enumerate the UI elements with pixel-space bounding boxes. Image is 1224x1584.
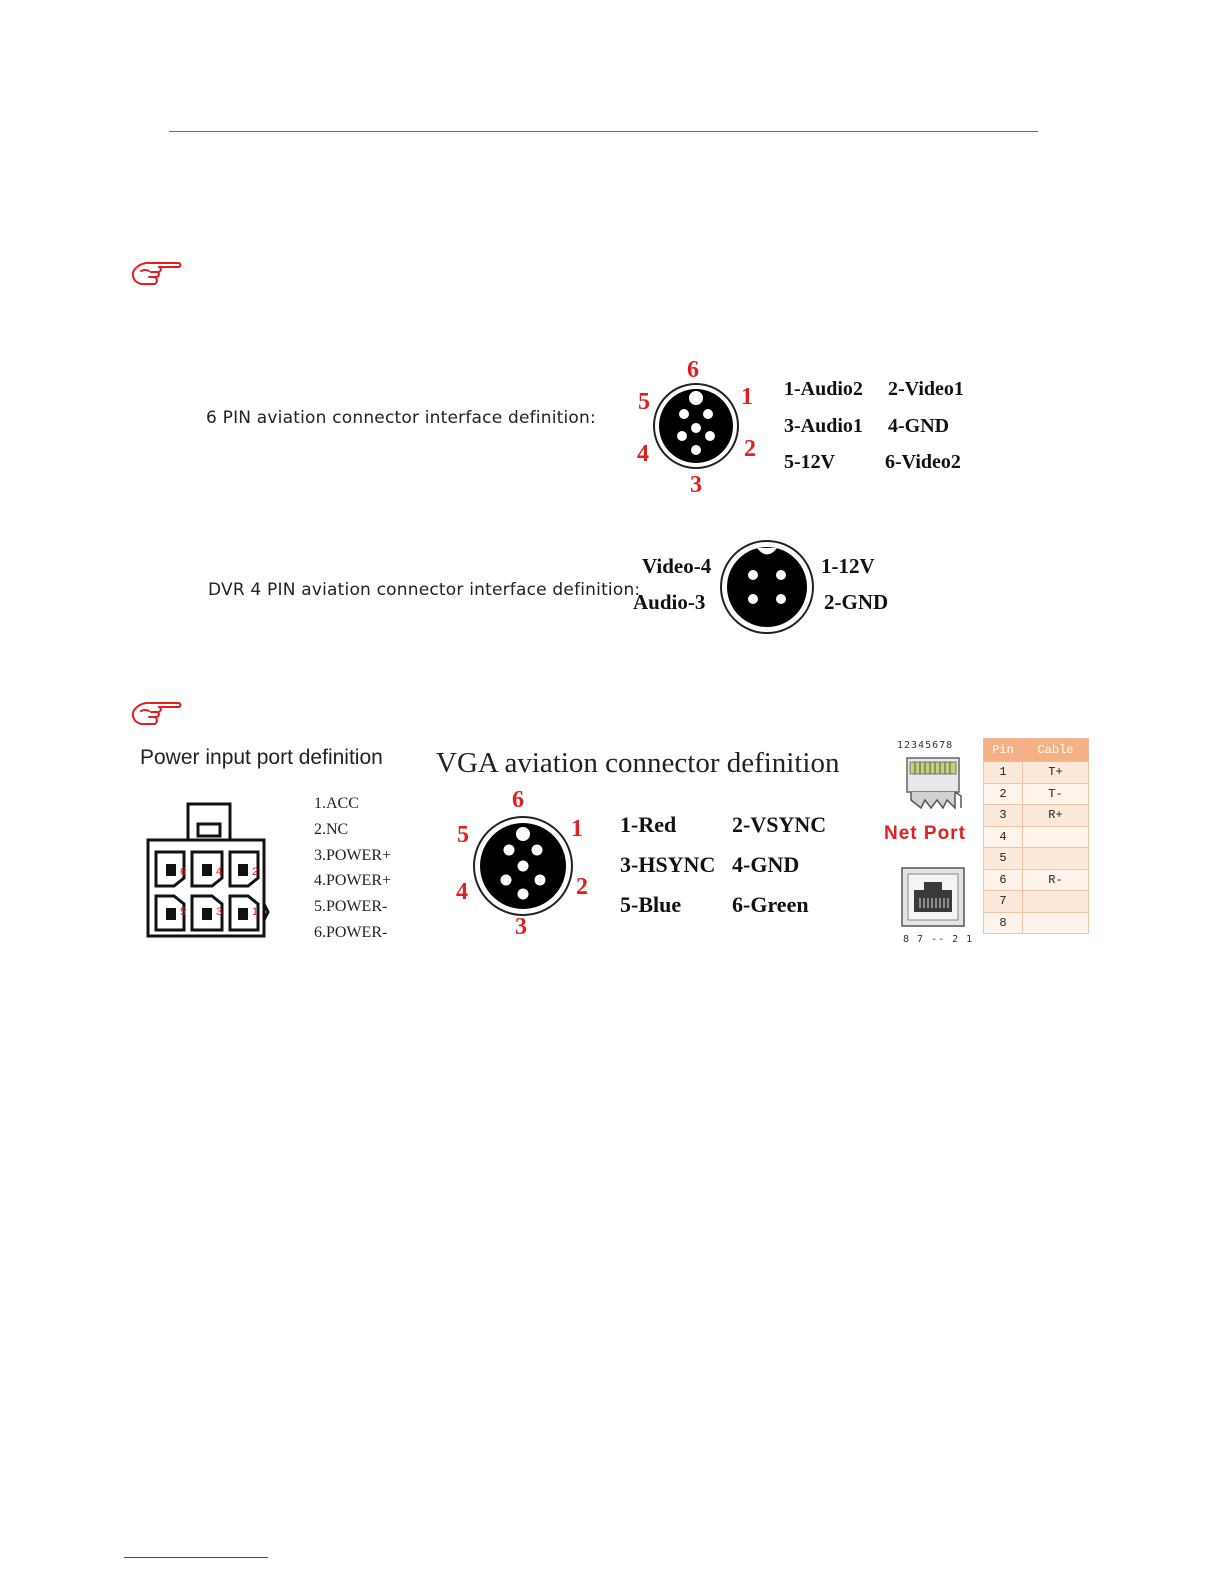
power-pin-item: 3.POWER+ [314,846,392,864]
table-cell-pin: 3 [984,805,1023,827]
vga-definition: 5-Blue [620,892,682,917]
rj45-socket-icon [900,866,966,930]
table-cell-pin: 2 [984,783,1023,805]
vga-pin-number: 2 [576,874,588,900]
table-row [984,805,1089,827]
vga-pin-number: 5 [457,822,469,848]
table-row [984,912,1089,934]
power-pin-label: 4 [216,866,223,878]
vga-definition: 4-GND [732,852,800,877]
power-pin-label: 5 [180,906,187,918]
table-header-cable: Cable [1023,739,1089,762]
table-cell-cable [1023,826,1089,848]
four-pin-left-label: Video-4 [642,554,712,578]
six-pin-definition: 3-Audio1 [784,415,863,437]
power-pin-label: 2 [252,866,259,878]
four-pin-connector-diagram [717,537,817,637]
table-row [984,783,1089,805]
power-pin-item: 1.ACC [314,795,359,812]
table-cell-pin: 6 [984,869,1023,891]
table-cell-cable [1023,891,1089,913]
net-port-label: Net Port [884,823,966,844]
table-cell-pin: 7 [984,891,1023,913]
pointing-hand-icon [129,697,183,727]
power-pin-item: 6.POWER- [314,923,388,941]
power-pin-label: 3 [216,906,223,918]
vga-pin-number: 3 [515,914,527,940]
table-cell-cable: T+ [1023,762,1089,784]
table-cell-pin: 4 [984,826,1023,848]
table-cell-cable: T- [1023,783,1089,805]
table-row [984,848,1089,870]
rj45-plug-icon [903,756,963,818]
six-pin-definition: 4-GND [888,415,950,437]
six-pin-number: 6 [687,357,699,383]
header-rule [169,131,1038,132]
six-pin-number: 1 [741,384,753,410]
vga-connector-diagram [463,808,583,928]
power-pin-item: 5.POWER- [314,898,388,916]
vga-definition: 6-Green [732,892,809,917]
vga-pin-number: 1 [571,816,583,842]
six-pin-definition: 6-Video2 [885,451,961,473]
six-pin-number: 3 [690,472,702,498]
table-cell-pin: 5 [984,848,1023,870]
power-pin-label: 6 [180,866,187,878]
table-cell-pin: 8 [984,912,1023,934]
four-pin-caption: DVR 4 PIN aviation connector interface definition: [208,580,641,600]
table-cell-cable [1023,912,1089,934]
power-pin-item: 4.POWER+ [314,872,392,890]
six-pin-number: 5 [638,389,650,415]
vga-definition: 2-VSYNC [732,812,827,837]
four-pin-right-label: 2-GND [824,590,889,614]
vga-title: VGA aviation connector definition [436,747,840,779]
four-pin-right-label: 1-12V [821,554,875,578]
power-pin-item: 2.NC [314,820,349,838]
six-pin-number: 2 [744,436,756,462]
table-cell-cable: R- [1023,869,1089,891]
table-cell-cable: R+ [1023,805,1089,827]
table-header-row [984,739,1089,762]
power-pin-list [314,791,391,946]
six-pin-number: 4 [637,441,649,467]
six-pin-caption: 6 PIN aviation connector interface definition: [206,408,596,428]
six-pin-definition: 1-Audio2 [784,378,863,400]
table-cell-pin: 1 [984,762,1023,784]
footnote-rule [124,1557,268,1558]
six-pin-definition: 5-12V [784,451,836,473]
table-row [984,891,1089,913]
table-header-pin: Pin [984,739,1023,762]
vga-pin-number: 4 [456,879,468,905]
power-pin-label: 1 [252,906,259,918]
vga-definition: 1-Red [620,812,677,837]
table-row [984,762,1089,784]
six-pin-definition: 2-Video1 [888,378,964,400]
table-cell-cable [1023,848,1089,870]
vga-pin-number: 6 [512,787,524,813]
vga-definition: 3-HSYNC [620,852,716,877]
pointing-hand-icon [129,257,183,287]
table-row [984,869,1089,891]
table-row [984,826,1089,848]
four-pin-left-label: Audio-3 [633,590,706,614]
net-pin-table [983,738,1089,934]
rj45-top-pin-numbers: 12345678 [897,740,954,751]
power-port-title: Power input port definition [140,746,383,769]
rj45-bottom-pin-numbers: 8 7 -- 2 1 [903,934,974,945]
